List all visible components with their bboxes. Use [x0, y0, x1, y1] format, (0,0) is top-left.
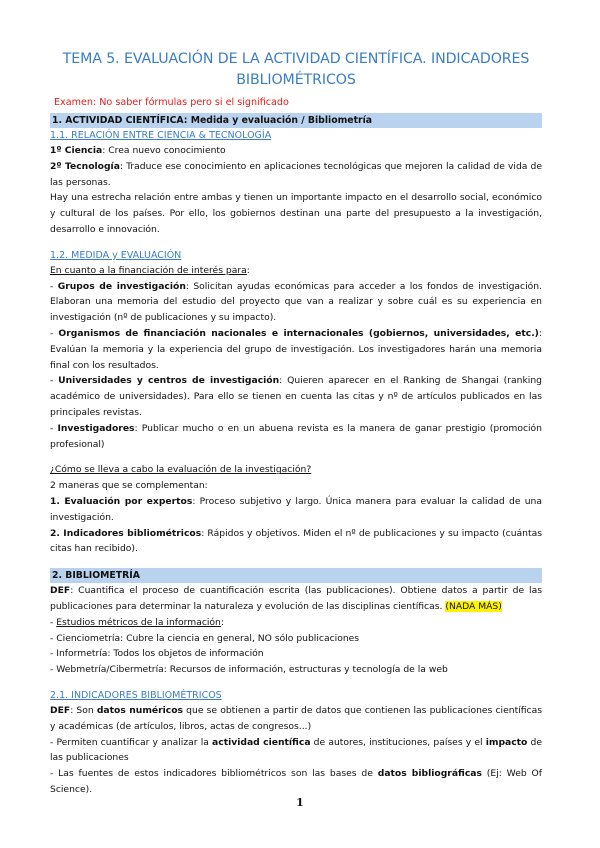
line-mid: de autores, instituciones, países y el	[310, 736, 486, 748]
subsection-1-2-heading: 1.2. MEDIDA y EVALUACIÓN	[50, 249, 182, 261]
tecnologia-text: : Traduce ese conocimiento en aplicaciones tecnológicas que mejoren la calidad de vida de las personas.	[50, 160, 542, 188]
section-1-heading: 1. ACTIVIDAD CIENTÍFICA: Medida y evaluación / Bibliometría	[50, 113, 542, 128]
title-line-2: BIBLIOMÉTRICOS	[236, 72, 356, 88]
document-page	[50, 0, 542, 798]
ciencia-text: : Crea nuevo conocimiento	[102, 145, 226, 156]
definition-label: DEF	[50, 585, 71, 597]
subsection-1-1-heading: 1.1. RELACIÓN ENTRE CIENCIA & TECNOLOGÍA	[50, 130, 272, 141]
list-item-text: : Solicitan ayudas económicas para acceder a los fondos de investigación. Elaboran una memoria del estudio del proyecto que van a realizar y sobre cuál es su experiencia en investigación (nº de publicaciones y su impacto).	[50, 280, 542, 324]
list-item-text: : Evalúan la memoria y la experiencia del grupo de investigación. Los investigadores harán una memoria final con los resultados.	[50, 327, 542, 371]
evaluation-way-label: 2. Indicadores bibliométricos	[50, 527, 202, 539]
list-item-text: : Quieren aparecer en el Ranking de Shangai (ranking académico de universidades). Para ello se tienen en cuenta las citas y nº de artículos publicados en las principales revistas.	[50, 375, 542, 418]
list-item-prefix: -	[50, 327, 59, 339]
ciencia-label: 1º Ciencia	[50, 145, 103, 156]
document-title	[50, 49, 542, 91]
tecnologia-label: 2º Tecnología	[50, 160, 120, 172]
studies-heading-line	[50, 615, 542, 631]
line-bold-1: actividad científica	[212, 736, 311, 748]
subsection-2-1-heading: 2.1. INDICADORES BIBLIOMÉTRICOS	[50, 689, 222, 701]
section-2-heading: 2. BIBLIOMETRÍA	[50, 568, 542, 583]
exam-note: Examen: No saber fórmulas pero si el significado	[54, 97, 289, 108]
line-pre: - Las fuentes de estos indicadores bibliométricos son las bases de	[50, 768, 378, 780]
list-item-prefix: -	[50, 375, 59, 387]
evaluation-way-label: 1. Evaluación por expertos	[50, 495, 193, 507]
definition-label: DEF	[50, 704, 71, 716]
list-item	[50, 735, 542, 767]
definition-post: que se obtienen a partir de datos que contienen las publicaciones científicas y académicas (de artículos, libros, actas de congresos...)	[50, 704, 542, 732]
list-item-prefix: -	[50, 422, 58, 434]
list-item	[50, 326, 542, 373]
studies-prefix: -	[50, 616, 57, 628]
list-item	[50, 421, 542, 453]
list-item: - Informetría: Todos los objetos de información	[50, 648, 264, 660]
bibliometria-definition	[50, 583, 542, 615]
definition-bold: datos numéricos	[96, 704, 184, 716]
ciencia-tecnologia-paragraph: Hay una estrecha relación entre ambas y tienen un importante impacto en el desarrollo social, económico y cultural de los países. Por ello, los gobiernos destinan una parte del presupuesto a la investigación, desarrollo e innovación.	[50, 192, 542, 235]
line-post: de las publicaciones	[50, 736, 543, 764]
evaluation-way	[50, 494, 542, 526]
financiacion-intro-text: En cuanto a la financiación de interés para	[50, 264, 247, 276]
list-item-label: Organismos de financiación nacionales e internacionales (gobiernos, universidades, etc.)	[58, 327, 539, 339]
tecnologia-line	[50, 159, 542, 191]
list-item	[50, 373, 542, 420]
line-post: (Ej: Web Of Science).	[50, 768, 543, 795]
evaluation-way	[50, 526, 542, 558]
nada-mas-highlight: (NADA MÁS)	[445, 600, 502, 612]
list-item: - Webmetría/Cibermetría: Recursos de información, estructuras y tecnología de la web	[50, 664, 448, 676]
evaluation-way-text: : Rápidos y objetivos. Miden el nº de publicaciones y su impacto (cuántas citas han recibido).	[50, 527, 542, 555]
list-item	[50, 279, 542, 326]
definition-text: : Cuantifica el proceso de cuantificación escrita (las publicaciones). Obtiene datos a partir de las publicaciones para determinar la naturaleza y evolución de las disciplinas científicas.	[50, 585, 542, 612]
list-item-label: Universidades y centros de investigación	[58, 375, 280, 387]
list-item-prefix: -	[50, 280, 58, 292]
line-bold-2: impacto	[485, 736, 528, 748]
list-item	[50, 766, 542, 798]
evaluation-question-sub: 2 maneras que se complementan:	[50, 480, 208, 492]
list-item-text: : Publicar mucho o en un abuena revista es la manera de ganar prestigio (promoción profesional)	[50, 422, 542, 450]
definition-pre: : Son	[70, 704, 97, 716]
financiacion-intro	[50, 263, 542, 279]
list-item-label: Grupos de investigación	[57, 280, 186, 292]
title-line-1: TEMA 5. EVALUACIÓN DE LA ACTIVIDAD CIENTÍFICA. INDICADORES	[62, 51, 530, 67]
list-item: - Cienciometría: Cubre la ciencia en general, NO sólo publicaciones	[50, 632, 360, 644]
ciencia-line	[50, 143, 542, 159]
studies-colon: :	[220, 616, 224, 628]
line-pre: - Permiten cuantificar y analizar la	[50, 736, 213, 748]
evaluation-way-text: : Proceso subjetivo y largo. Única manera para evaluar la calidad de una investigación.	[50, 495, 542, 523]
evaluation-question: ¿Cómo se lleva a cabo la evaluación de la investigación?	[50, 464, 312, 476]
page-number: 1	[296, 796, 304, 809]
list-item-label: Investigadores	[57, 422, 135, 434]
indicadores-definition	[50, 703, 542, 735]
financiacion-intro-colon: :	[246, 264, 250, 276]
line-bold: datos bibliográficas	[377, 768, 482, 780]
studies-heading: Estudios métricos de la información	[56, 616, 221, 628]
